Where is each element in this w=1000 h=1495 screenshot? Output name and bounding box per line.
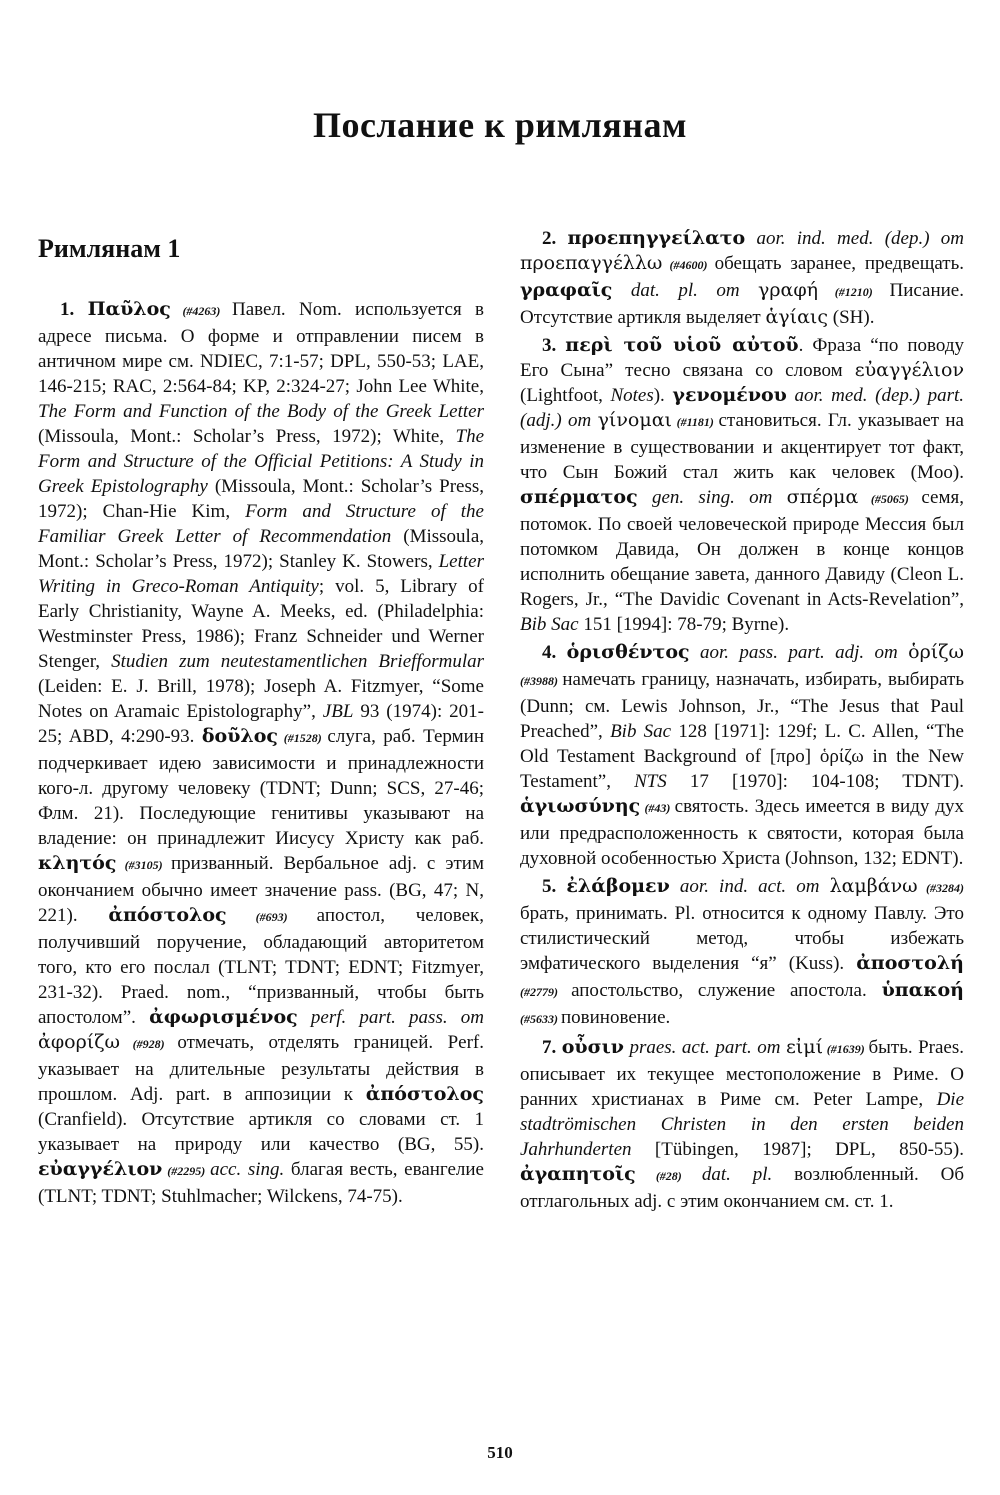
entry-text: (Missoula, Mont.: Scholar’s Press, 1972); White, — [38, 426, 456, 447]
entry-text: Писание. Отсутствие артикля выделяет — [520, 280, 964, 328]
greek-term: ἐλάβομεν — [566, 875, 670, 897]
entry-text: 128 [1971]: 129f; L. C. Allen, “The Old Testament Background of [προ] ὁρίζω in the New Testament”, — [520, 721, 964, 792]
entry-text: повиновение. — [561, 1007, 671, 1028]
left-entries — [38, 297, 484, 1209]
title-italic: Studien zum neutestamentlichen Briefformular — [111, 651, 484, 672]
greek-term: Παῦλος — [87, 298, 171, 320]
entry-text: 17 [1970]: 104-108; TDNT). — [666, 771, 964, 792]
title-italic: Notes — [610, 385, 654, 406]
verse-entry — [520, 640, 964, 871]
lexicon-number: (#3284) — [917, 881, 965, 895]
entry-text: (SH). — [828, 307, 875, 328]
lexicon-number: (#3988) — [520, 674, 563, 688]
entry-text: обещать заранее, предвещать. — [714, 253, 964, 274]
greek-lemma: λαμβάνω — [829, 875, 918, 897]
greek-lemma: προεπαγγέλλω — [520, 252, 663, 274]
greek-term: οὖσιν — [561, 1036, 624, 1058]
lexicon-number: (#5065) — [858, 492, 922, 506]
entry-text: отмечать, отделять границей. Perf. указывает на длительные результаты действия в прошлом. Adj. part. в аппозиции к — [38, 1032, 484, 1105]
title-italic: The Form and Function of the Body of the Greek Letter — [38, 401, 484, 422]
grammar-note: aor. pass. part. adj. от — [689, 642, 909, 663]
left-column — [38, 226, 484, 1209]
greek-lemma: ἁγίαις — [765, 306, 828, 328]
entry-text: (Cranfield). Отсутствие артикля со словами ст. 1 указывает на природу или качество (BG, 55). — [38, 1109, 484, 1155]
entry-text: быть. Praes. описывает их текущее местоположение в Риме. О ранних христианах в Риме см. Peter Lampe, — [520, 1037, 965, 1110]
greek-lemma: εἰμί — [785, 1036, 824, 1058]
verse-number: 1. — [60, 299, 88, 320]
lexicon-number: (#43) — [640, 801, 675, 815]
entry-text: святость. Здесь имеется в виду дух или предрасположенность к святости, которая была духовной особенностью Христа (Johnson, 132; EDNT). — [520, 796, 964, 869]
greek-term: περὶ τοῦ υἱοῦ αὐτοῦ — [565, 334, 799, 356]
title-italic: NTS — [634, 771, 667, 792]
title-italic: Die stadtrömischen Christen in den ersten beiden Jahrhunderten — [520, 1089, 964, 1160]
right-entries — [520, 226, 964, 1214]
lexicon-number: (#3105) — [116, 858, 171, 872]
verse-entry — [520, 226, 964, 330]
entry-text: призванный. Вербальное adj. с этим окончанием обычно имеет значение pass. (BG, 47; N, 221). — [38, 853, 484, 926]
entry-text: семя, потомок. По своей человеческой природе Мессия был потомком Давида, Он должен в конце концов исполнить обещание завета, данного Давиду (Cleon L. Rogers, Jr., “The Davidic Covenant in Acts-Revelation”, — [520, 487, 964, 610]
grammar-note: perf. part. pass. от — [297, 1007, 484, 1028]
grammar-note: aor. med. (dep.) part. (adj.) от — [520, 385, 964, 431]
entry-text: намечать границу, назначать, избирать, выбирать (Dunn; см. Lewis Johnson, Jr., “The Jesus that Paul Preached”, — [520, 669, 964, 742]
greek-lemma: γραφή — [758, 279, 819, 301]
greek-term: ἀγαπητοῖς — [520, 1163, 636, 1185]
greek-term: γραφαῖς — [520, 279, 613, 301]
entry-text: (Lightfoot, — [520, 385, 611, 406]
title-italic: Bib Sac — [610, 721, 672, 742]
title-italic: The Form and Structure of the Official Petitions: A Study in Greek Epistolography — [38, 426, 484, 497]
verse-entry — [38, 297, 484, 1209]
entry-text: возлюбленный. Об отглагольных adj. с этим окончанием см. ст. 1. — [520, 1164, 964, 1212]
verse-entry — [520, 874, 964, 1032]
lexicon-number: (#4600) — [662, 258, 715, 272]
entry-text: слуга, раб. Термин подчеркивает идею зависимости и принадлежности кого-л. другому человеку (TDNT; Dunn; SCS, 27-46; Флм. 21). Последующие генитивы указывают на владение: он принадлежит Иисусу Христу как раб. — [38, 726, 484, 849]
greek-term: ἀπόστολος — [108, 904, 227, 926]
greek-lemma: σπέρμα — [786, 486, 859, 508]
lexicon-number: (#4263) — [170, 304, 232, 318]
entry-text: . Фраза “по поводу Его Сына” тесно связана со словом — [520, 335, 964, 381]
lexicon-number: (#1210) — [818, 285, 890, 299]
entry-text: становиться. Гл. указывает на изменение в существовании и акцентирует тот факт, что Сын Божий стал жить как человек (Moo). — [520, 410, 964, 483]
lexicon-number: (#5633) — [520, 1012, 561, 1026]
entry-text: 93 (1974): 201-25; ABD, 4:290-93. — [38, 701, 485, 747]
grammar-note: aor. ind. act. от — [669, 876, 830, 897]
grammar-note: dat. pl. — [701, 1164, 773, 1185]
entry-text: апостол, человек, получивший поручение, обладающий авторитетом того, кто его послал (TLNT; TDNT; EDNT; Fitzmyer, 231-32). Praed. nom., “призванный, чтобы быть апостолом”. — [38, 905, 484, 1028]
greek-term: προεπηγγείλατο — [567, 227, 746, 249]
entry-text: апостольство, служение апостола. — [571, 980, 882, 1001]
title-italic: Form and Structure of the Familiar Greek Letter of Recommendation — [38, 501, 484, 547]
lexicon-number: (#2295) — [162, 1164, 211, 1178]
grammar-note: dat. pl. от — [612, 280, 759, 301]
entry-text: 151 [1994]: 78-79; Byrne). — [578, 614, 790, 635]
page-number: 510 — [487, 1443, 513, 1462]
entry-text: ; vol. 5, Library of Early Christianity, Wayne A. Meeks, ed. (Philadelphia: Westminster Press, 1986); Franz Schneider und Werner Stenger, — [38, 576, 485, 672]
chapter-heading: Римлянам 1 — [38, 234, 181, 263]
right-column — [520, 226, 964, 1214]
verse-number: 2. — [542, 228, 568, 249]
greek-term: σπέρματος — [520, 486, 638, 508]
lexicon-number: (#1528) — [277, 731, 328, 745]
entry-text: брать, принимать. Pl. относится к одному Павлу. Это стилистический метод, чтобы избежать эмфатического выделения “я” (Kuss). — [520, 903, 964, 974]
entry-text: (Missoula, Mont.: Scholar’s Press, 1972); Stanley K. Stowers, — [38, 526, 484, 572]
verse-number: 3. — [542, 335, 566, 356]
greek-lemma: εὐαγγέλιον — [854, 359, 964, 381]
grammar-note: aor. ind. med. (dep.) от — [745, 228, 964, 249]
entry-text: (Missoula, Mont.: Scholar’s Press, 1972); Chan-Hie Kim, — [38, 476, 485, 522]
verse-entry — [520, 333, 964, 637]
verse-number: 4. — [542, 642, 567, 663]
greek-term: ἀπόστολος — [365, 1083, 484, 1105]
greek-lemma: ἀφορίζω — [38, 1031, 120, 1053]
greek-term: ὑπακοή — [881, 979, 965, 1001]
greek-term: γενομένου — [672, 384, 787, 406]
entry-text: Павел. Nom. используется в адресе письма. О форме и отправлении писем в античном мире см. NDIEC, 7:1-57; DPL, 550-53; LAE, 146-215; RAC, 2:564-84; KP, 2:324-27; John Lee White, — [38, 299, 484, 397]
lexicon-number: (#28) — [635, 1169, 702, 1183]
page-title: Послание к римлянам — [312, 105, 688, 145]
grammar-note: praes. act. part. от — [623, 1037, 786, 1058]
greek-term: κλητός — [38, 852, 117, 874]
title-italic: JBL — [322, 701, 354, 722]
greek-lemma: γίνομαι — [597, 409, 672, 431]
lexicon-number: (#1181) — [672, 415, 719, 429]
verse-number: 7. — [542, 1037, 562, 1058]
entry-text: благая весть, евангелие (TLNT; TDNT; Stuhlmacher; Wilckens, 74-75). — [38, 1159, 484, 1207]
title-italic: Letter Writing in Greco-Roman Antiquity — [38, 551, 484, 597]
greek-term: ὁρισθέντος — [566, 641, 690, 663]
greek-lemma: ὁρίζω — [908, 641, 965, 663]
grammar-note: acc. sing. — [210, 1159, 285, 1180]
lexicon-number: (#2779) — [520, 985, 572, 999]
lexicon-number: (#693) — [226, 910, 317, 924]
lexicon-number: (#928) — [119, 1037, 178, 1051]
greek-term: ἀφωρισμένος — [149, 1006, 298, 1028]
entry-text: (Leiden: E. J. Brill, 1978); Joseph A. Fitzmyer, “Some Notes on Aramaic Epistolography”, — [38, 676, 484, 722]
grammar-note: gen. sing. от — [637, 487, 787, 508]
verse-entry — [520, 1035, 964, 1214]
greek-term: δοῦλος — [201, 725, 278, 747]
greek-term: ἁγιωσύνης — [520, 795, 641, 817]
greek-term: εὐαγγέλιον — [38, 1158, 163, 1180]
greek-term: ἀποστολή — [856, 952, 964, 974]
verse-number: 5. — [542, 876, 567, 897]
title-italic: Bib Sac — [520, 614, 579, 635]
entry-text: [Tübingen, 1987]; DPL, 850-55). — [631, 1139, 964, 1160]
entry-text: ). — [653, 385, 673, 406]
lexicon-number: (#1639) — [823, 1042, 869, 1056]
